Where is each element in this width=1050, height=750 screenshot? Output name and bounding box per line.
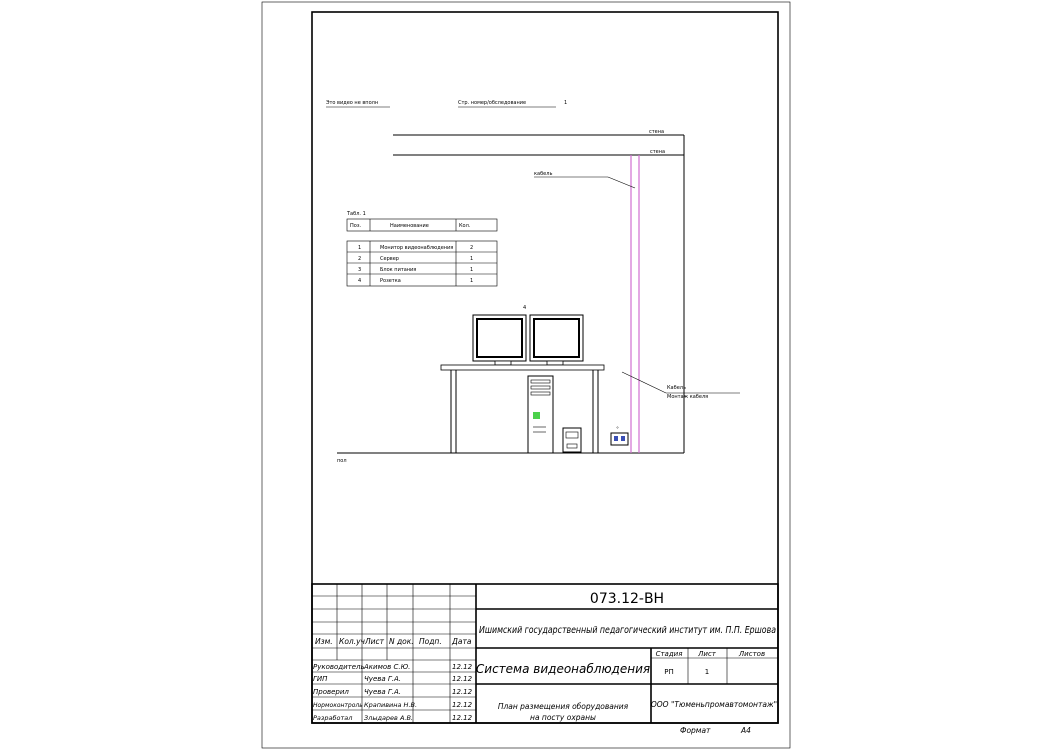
- doc-code: 073.12-ВН: [589, 591, 665, 607]
- monitor-left: [473, 315, 526, 365]
- spec-row-pos: 2: [358, 256, 362, 262]
- format-label: Формат: [680, 726, 711, 735]
- sig-name: Крапивина Н.В.: [364, 701, 418, 709]
- spec-table: [346, 211, 497, 286]
- monitor-right: [530, 315, 583, 365]
- sig-date: 12.12: [452, 675, 473, 683]
- spec-row-name: Розетка: [380, 278, 401, 284]
- sig-name: Акимов С.Ю.: [364, 663, 411, 671]
- spec-table-title: Табл. 1: [347, 211, 366, 217]
- wall-label-top: стена: [649, 129, 665, 135]
- sig-role: ГИП: [313, 675, 328, 683]
- spec-row-name: Монитор видеонаблюдения: [380, 245, 454, 251]
- server-tower: [528, 376, 553, 453]
- right-callout: [622, 372, 740, 400]
- format-value: А4: [741, 726, 751, 735]
- sig-date: 12.12: [452, 688, 473, 696]
- col-header-ndok: N док.: [389, 637, 414, 646]
- col-header-list: Лист: [365, 637, 385, 646]
- sheet-title-line1: План размещения оборудования: [497, 702, 629, 711]
- power-supply-box: [563, 428, 581, 452]
- sheet-header: Лист: [698, 650, 716, 658]
- stage-value: РП: [664, 668, 674, 676]
- marker-4: 4: [523, 305, 527, 311]
- spec-header-qty: Кол.: [459, 223, 471, 229]
- wall-socket: [611, 425, 628, 445]
- header-annotation: [326, 100, 567, 107]
- header-right-text: 1: [564, 100, 568, 106]
- stage-header: Стадия: [655, 650, 683, 658]
- header-left-text: Это видео не вполн: [326, 100, 379, 106]
- wall-label-second: стена: [650, 149, 666, 155]
- sig-date: 12.12: [452, 701, 473, 709]
- spec-header-pos: Поз.: [350, 223, 362, 229]
- room-structure: [337, 129, 684, 464]
- spec-row-qty: 2: [470, 245, 474, 251]
- sig-role: Проверил: [313, 688, 349, 696]
- spec-row-qty: 1: [470, 256, 474, 262]
- sig-name: Злыдарев А.В.: [364, 714, 413, 722]
- cable-label: кабель: [534, 171, 553, 177]
- sig-date: 12.12: [452, 714, 473, 722]
- callout-text-1: Кабель: [667, 385, 686, 391]
- sig-role: Руководитель: [313, 663, 365, 671]
- spec-row-name: Блок питания: [380, 267, 417, 273]
- col-header-izm: Изм.: [315, 637, 333, 646]
- title-block: [312, 584, 778, 735]
- sig-role: Разработал: [313, 714, 353, 722]
- sheets-header: Листов: [738, 650, 766, 658]
- spec-row-pos: 4: [358, 278, 362, 284]
- sig-role: Нормоконтроль: [313, 702, 363, 709]
- sheet-value: 1: [704, 668, 710, 676]
- col-header-data: Дата: [452, 637, 472, 646]
- spec-row-qty: 1: [470, 278, 474, 284]
- spec-header-name: Наименование: [390, 223, 429, 229]
- sig-name: Чуева Г.А.: [364, 675, 402, 683]
- power-led: [533, 412, 540, 419]
- company-name: ООО "Тюменьпромавтомонтаж": [650, 700, 778, 709]
- col-header-koluch: Кол.уч: [339, 637, 365, 646]
- spec-row-pos: 3: [358, 267, 362, 273]
- system-name: Система видеонаблюдения: [475, 662, 651, 676]
- svg-text:∘: ∘: [616, 425, 620, 431]
- floor-label: пол: [337, 458, 347, 464]
- sig-date: 12.12: [452, 663, 473, 671]
- spec-row-qty: 1: [470, 267, 474, 273]
- organization-name: Ишимский государственный педагогический институт им. П.П. Ершова: [479, 625, 777, 636]
- col-header-podp: Подп.: [419, 637, 442, 646]
- spec-row-name: Сервер: [380, 256, 399, 262]
- spec-row-pos: 1: [358, 245, 362, 251]
- sheet-title-line2: на посту охраны: [530, 713, 596, 722]
- callout-text-2: Монтаж кабеля: [667, 394, 709, 400]
- sig-name: Чуева Г.А.: [364, 688, 402, 696]
- header-middle-text: Стр. номер/обследование: [458, 100, 527, 106]
